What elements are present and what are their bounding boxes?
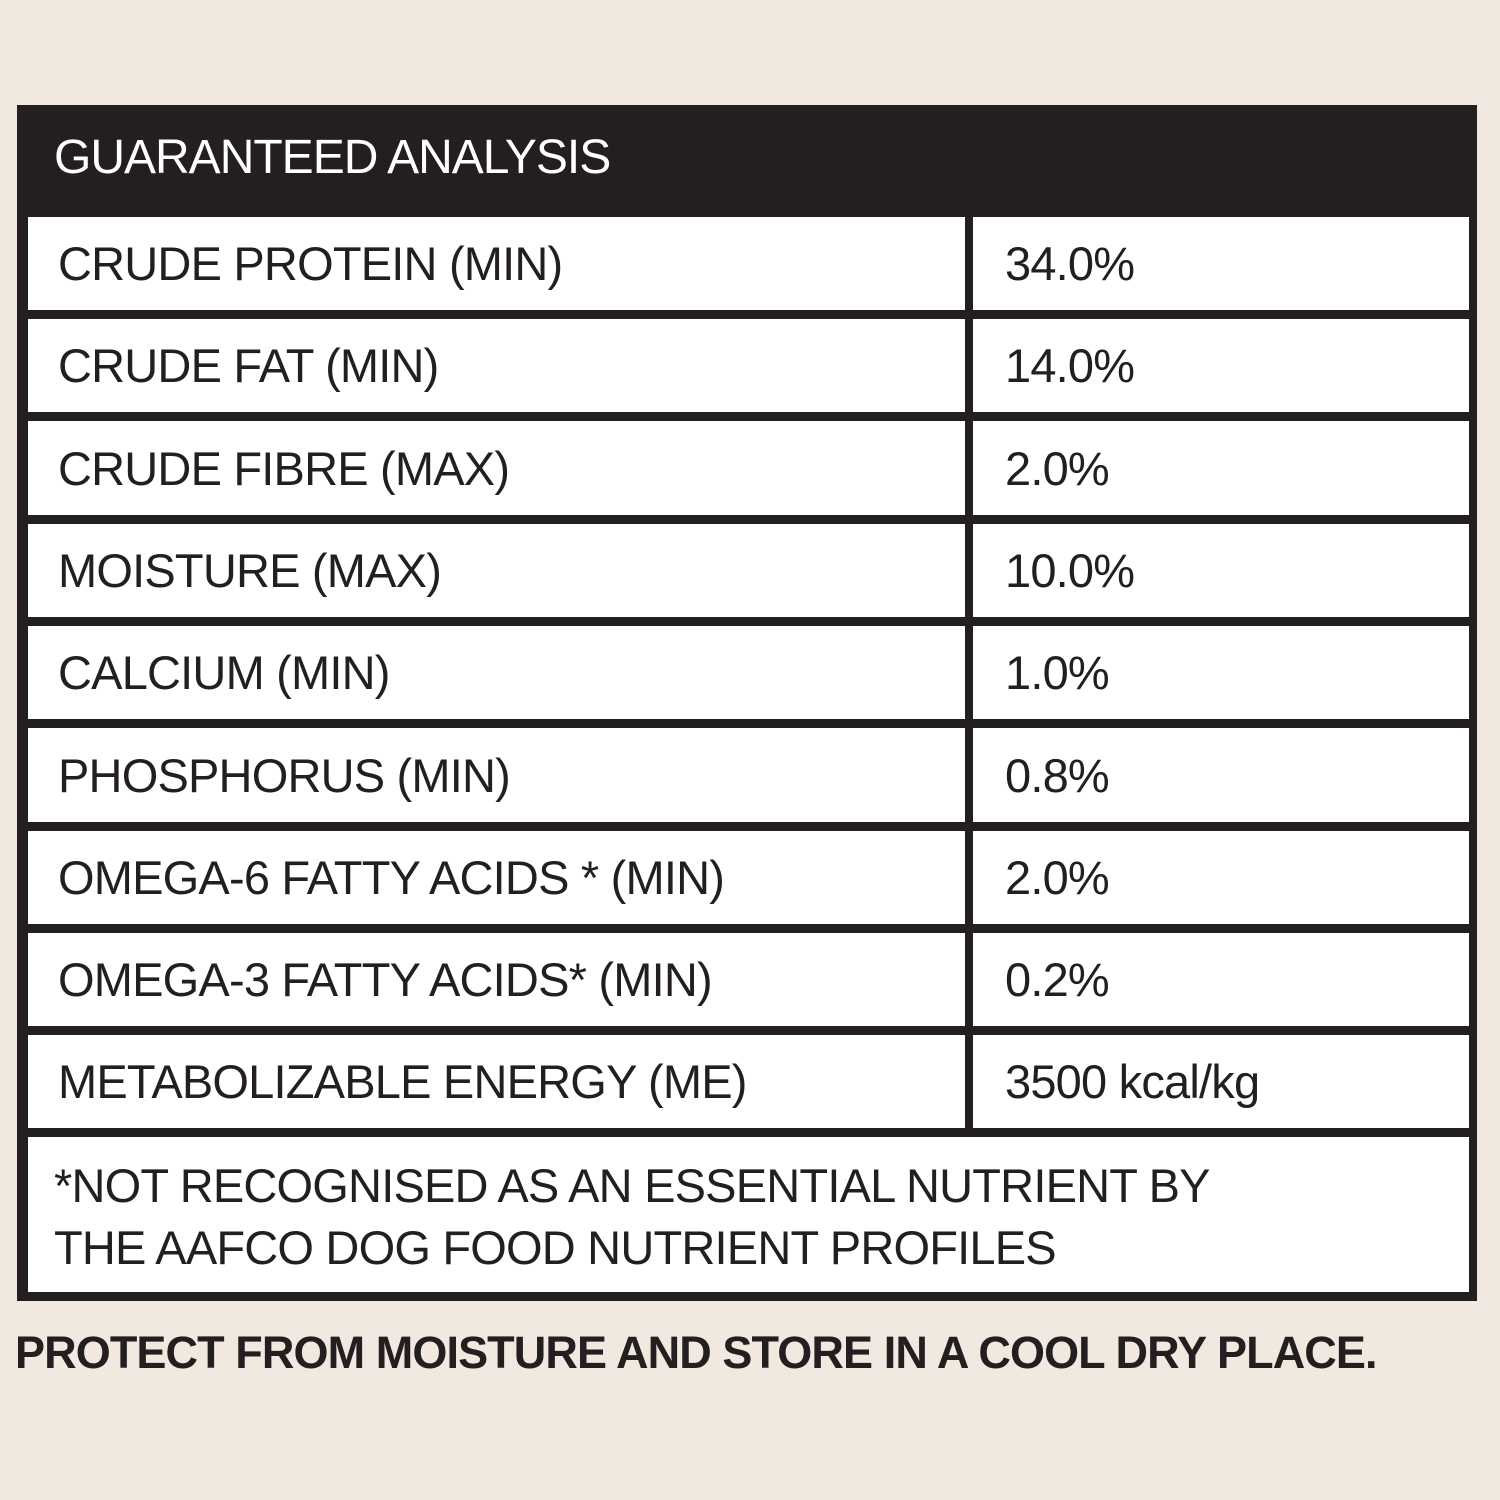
nutrient-value: 0.2% (973, 933, 1469, 1026)
guaranteed-analysis-table (17, 105, 1477, 1301)
nutrient-label: OMEGA-3 FATTY ACIDS* (MIN) (28, 933, 965, 1026)
nutrient-label: MOISTURE (MAX) (28, 524, 965, 617)
table-title: GUARANTEED ANALYSIS (54, 130, 611, 184)
nutrient-label: CRUDE FAT (MIN) (28, 319, 965, 412)
nutrient-label: OMEGA-6 FATTY ACIDS * (MIN) (28, 831, 965, 924)
nutrient-value: 2.0% (973, 421, 1469, 515)
nutrient-label: CRUDE FIBRE (MAX) (28, 421, 965, 515)
nutrient-value: 14.0% (973, 319, 1469, 412)
table-footnote (28, 1137, 1469, 1292)
nutrient-label: PHOSPHORUS (MIN) (28, 728, 965, 822)
storage-instruction: PROTECT FROM MOISTURE AND STORE IN A COOL DRY PLACE. (15, 1327, 1377, 1378)
footnote-line: THE AAFCO DOG FOOD NUTRIENT PROFILES (54, 1221, 1056, 1274)
nutrient-value: 1.0% (973, 626, 1469, 719)
nutrient-label: CRUDE PROTEIN (MIN) (28, 217, 965, 310)
footnote-line: *NOT RECOGNISED AS AN ESSENTIAL NUTRIENT BY (54, 1159, 1210, 1212)
nutrient-value: 2.0% (973, 831, 1469, 924)
table-header (17, 105, 1477, 209)
nutrient-label: METABOLIZABLE ENERGY (ME) (28, 1035, 965, 1128)
nutrient-label: CALCIUM (MIN) (28, 626, 965, 719)
nutrient-value: 3500 kcal/kg (973, 1035, 1469, 1128)
nutrient-value: 10.0% (973, 524, 1469, 617)
nutrient-value: 0.8% (973, 728, 1469, 822)
nutrient-value: 34.0% (973, 217, 1469, 310)
